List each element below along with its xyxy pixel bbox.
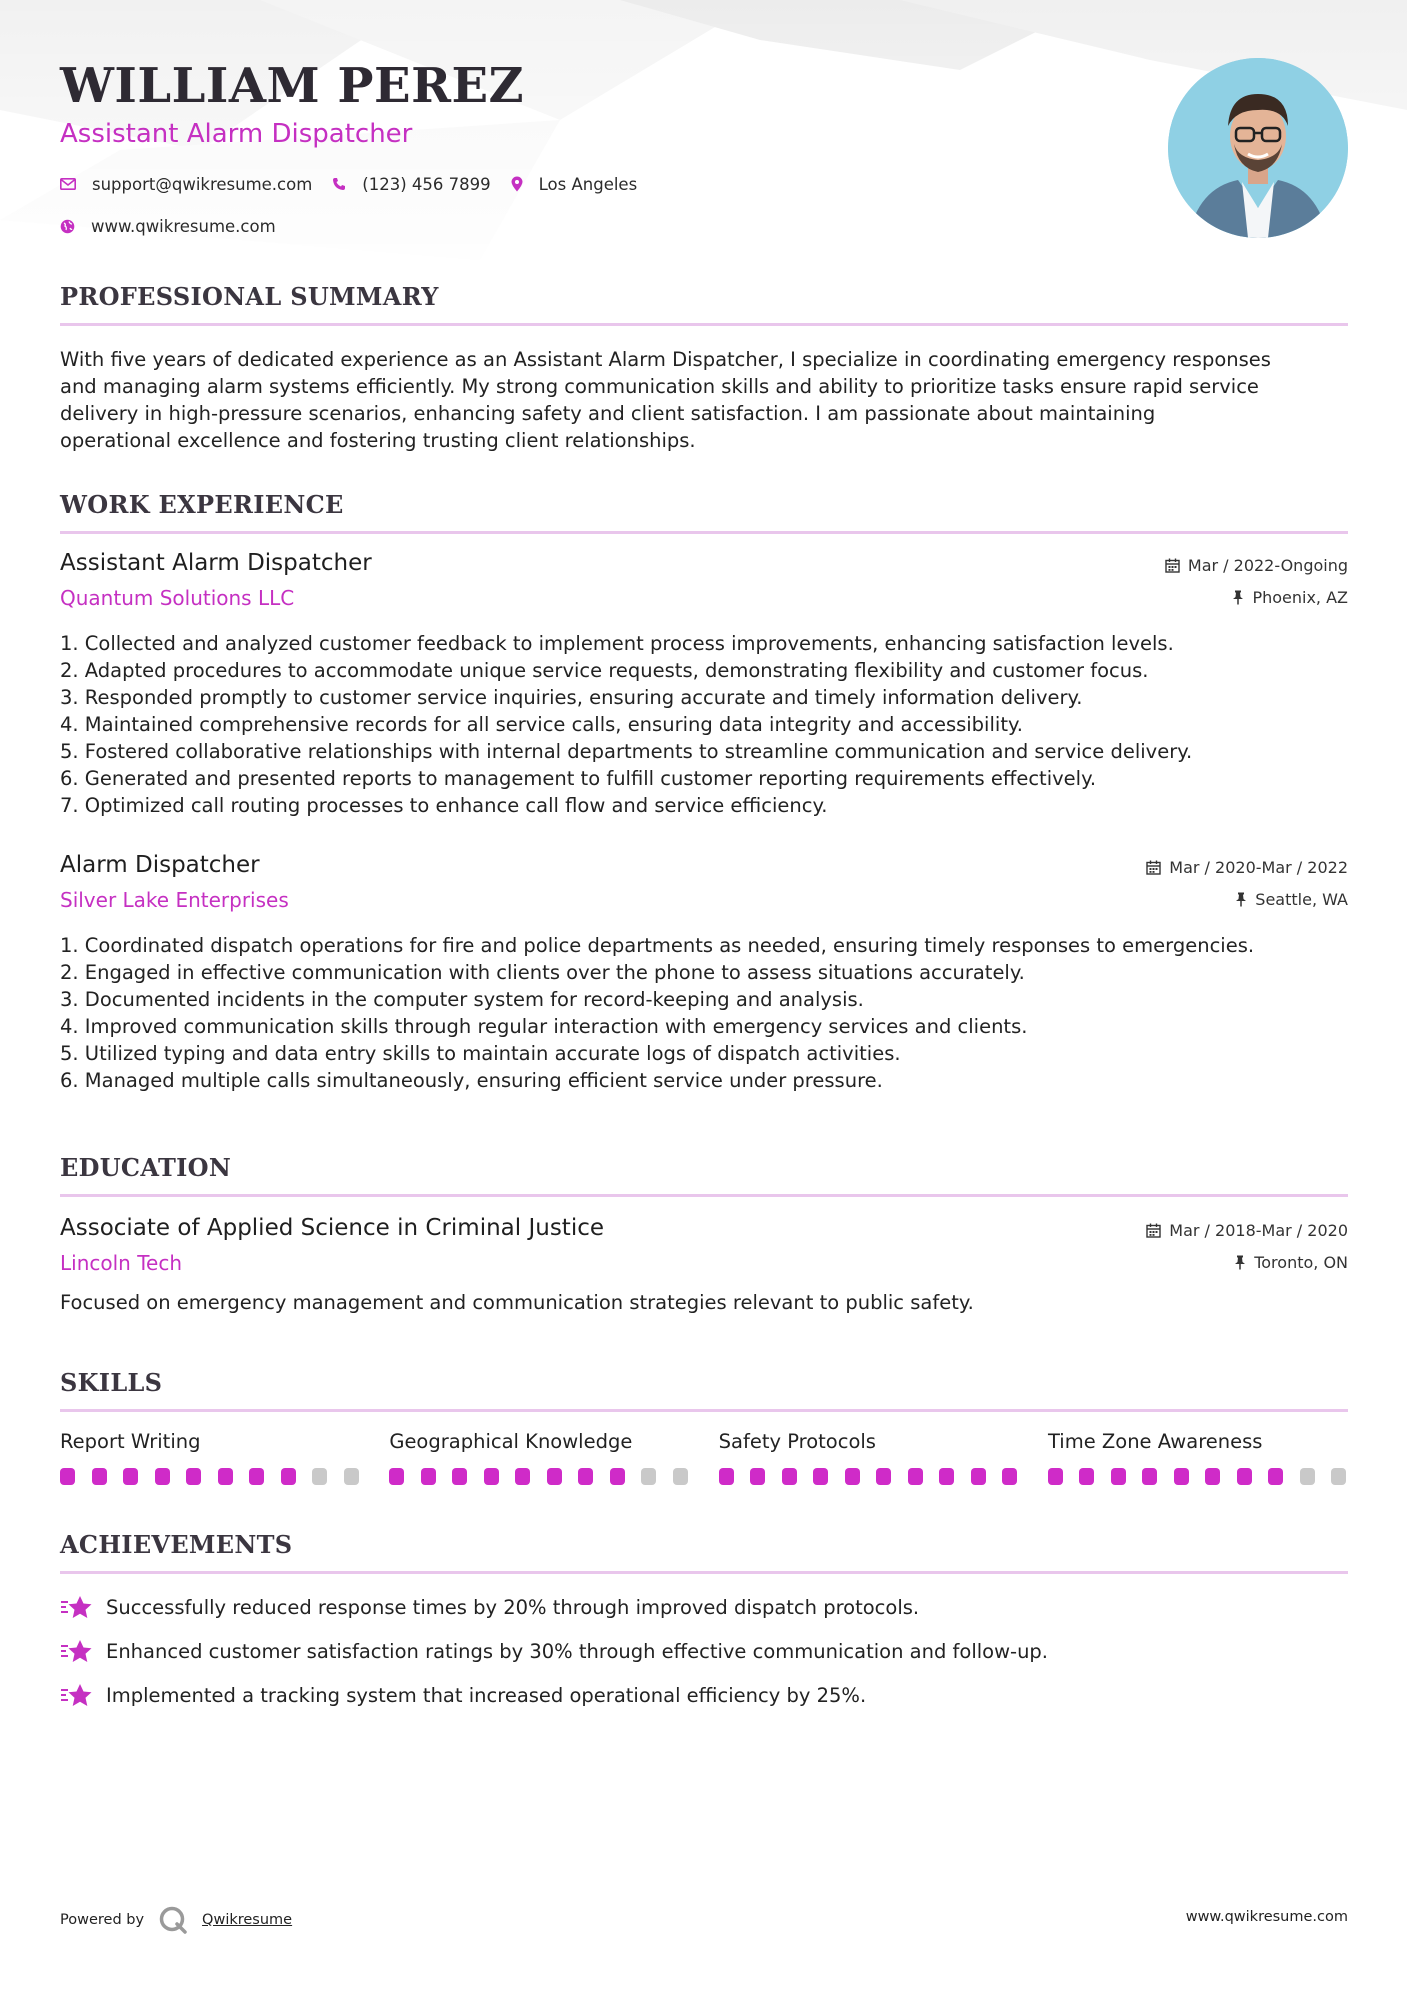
powered-by — [60, 1905, 292, 1935]
phone-text: (123) 456 7899 — [362, 174, 491, 194]
achievement-item — [60, 1673, 1348, 1717]
section-divider — [60, 1194, 1348, 1197]
achievement-text: Enhanced customer satisfaction ratings by 30% through effective communication and follow-up. — [106, 1639, 1048, 1663]
skill-dot-filled — [281, 1468, 296, 1485]
responsibility-item: 6. Managed multiple calls simultaneously, ensuring efficient service under pressure. — [60, 1069, 883, 1092]
website-text: www.qwikresume.com — [91, 216, 276, 236]
responsibility-item: 2. Adapted procedures to accommodate unique service requests, demonstrating flexibility and customer focus. — [60, 659, 1149, 682]
responsibility-item: 4. Improved communication skills through regular interaction with emergency services and clients. — [60, 1015, 1028, 1038]
skill-rating — [389, 1468, 689, 1485]
section-divider — [60, 531, 1348, 534]
skill-dot-filled — [547, 1468, 562, 1485]
pushpin-icon — [1235, 892, 1247, 907]
responsibility-item: 3. Responded promptly to customer service inquiries, ensuring accurate and timely information delivery. — [60, 686, 1083, 709]
skill-dot-filled — [971, 1468, 986, 1485]
skill-dot-filled — [389, 1468, 404, 1485]
skill-dot-filled — [1268, 1468, 1283, 1485]
achievement-text: Successfully reduced response times by 20% through improved dispatch protocols. — [106, 1595, 920, 1619]
skill-dot-empty — [673, 1468, 688, 1485]
pushpin-icon — [1234, 1255, 1246, 1270]
skill-dot-filled — [515, 1468, 530, 1485]
star-icon — [60, 1637, 94, 1665]
school-name: Lincoln Tech — [60, 1251, 182, 1275]
summary-line: delivery in high-pressure scenarios, enhancing safety and client satisfaction. I am passionate about maintaining — [60, 402, 1156, 425]
skill-dot-filled — [123, 1468, 138, 1485]
contact-website[interactable] — [60, 217, 276, 236]
email-text: support@qwikresume.com — [92, 174, 313, 194]
page-footer — [60, 1897, 1348, 1933]
job-location-text: Seattle, WA — [1255, 890, 1348, 909]
summary-line: With five years of dedicated experience as an Assistant Alarm Dispatcher, I specialize in coordinating emergency responses — [60, 348, 1271, 371]
qwikresume-logo-icon — [158, 1905, 188, 1935]
job-location — [1235, 890, 1348, 909]
skill-dot-empty — [1331, 1468, 1346, 1485]
skill-rating — [719, 1468, 1019, 1485]
degree-title: Associate of Applied Science in Criminal Justice — [60, 1215, 605, 1241]
skill-dot-filled — [249, 1468, 264, 1485]
skills-list — [60, 1430, 1348, 1485]
job-dates-text: Mar / 2020-Mar / 2022 — [1169, 858, 1348, 877]
skill-rating — [60, 1468, 360, 1485]
education-location — [1234, 1253, 1348, 1272]
skill-dot-filled — [218, 1468, 233, 1485]
achievements-section — [60, 1530, 1348, 1574]
contact-phone[interactable] — [332, 175, 490, 194]
skill-dot-filled — [1048, 1468, 1063, 1485]
skill-dot-filled — [1002, 1468, 1017, 1485]
calendar-icon — [1146, 860, 1161, 875]
section-divider — [60, 1409, 1348, 1412]
skill-dot-filled — [813, 1468, 828, 1485]
education-heading: EDUCATION — [60, 1153, 232, 1182]
pushpin-icon — [1232, 590, 1244, 605]
experience-section — [60, 490, 1348, 534]
skill-dot-empty — [1300, 1468, 1315, 1485]
skill-dot-empty — [344, 1468, 359, 1485]
achievement-text: Implemented a tracking system that increased operational efficiency by 25%. — [106, 1683, 867, 1707]
skill-item — [389, 1430, 689, 1485]
footer-url[interactable]: www.qwikresume.com — [1185, 1909, 1348, 1925]
contact-location — [511, 175, 638, 194]
skill-dot-empty — [312, 1468, 327, 1485]
skill-dot-filled — [452, 1468, 467, 1485]
experience-heading: WORK EXPERIENCE — [60, 490, 344, 519]
calendar-icon — [1165, 558, 1180, 573]
star-icon — [60, 1593, 94, 1621]
qwikresume-link[interactable]: Qwikresume — [202, 1912, 293, 1928]
education-dates — [1146, 1221, 1348, 1240]
contact-info — [60, 172, 657, 256]
job-title: Assistant Alarm Dispatcher — [60, 550, 372, 576]
achievement-item — [60, 1629, 1348, 1673]
job-title: Alarm Dispatcher — [60, 852, 260, 878]
skill-dot-filled — [750, 1468, 765, 1485]
summary-heading: PROFESSIONAL SUMMARY — [60, 282, 439, 311]
education-dates-text: Mar / 2018-Mar / 2020 — [1169, 1221, 1348, 1240]
achievements-list — [60, 1585, 1348, 1717]
skill-dot-filled — [908, 1468, 923, 1485]
envelope-icon — [60, 178, 76, 190]
star-icon — [60, 1681, 94, 1709]
skill-name: Time Zone Awareness — [1047, 1430, 1263, 1453]
contact-email[interactable] — [60, 175, 312, 194]
candidate-title: Assistant Alarm Dispatcher — [60, 119, 413, 149]
responsibility-item: 7. Optimized call routing processes to enhance call flow and service efficiency. — [60, 794, 828, 817]
section-divider — [60, 1571, 1348, 1574]
skill-item — [60, 1430, 360, 1485]
responsibility-item: 3. Documented incidents in the computer system for record-keeping and analysis. — [60, 988, 864, 1011]
responsibility-item: 1. Coordinated dispatch operations for fire and police departments as needed, ensuring timely responses to emergencies. — [60, 934, 1255, 957]
skill-dot-filled — [845, 1468, 860, 1485]
skill-name: Report Writing — [60, 1430, 201, 1453]
skill-dot-filled — [876, 1468, 891, 1485]
skill-dot-filled — [578, 1468, 593, 1485]
skill-item — [719, 1430, 1019, 1485]
calendar-icon — [1146, 1223, 1161, 1238]
education-description: Focused on emergency management and communication strategies relevant to public safety. — [60, 1291, 974, 1314]
phone-icon — [332, 177, 346, 191]
job-responsibilities — [60, 630, 1348, 819]
skill-dot-filled — [1079, 1468, 1094, 1485]
skill-dot-filled — [1142, 1468, 1157, 1485]
job-location-text: Phoenix, AZ — [1252, 588, 1348, 607]
section-divider — [60, 323, 1348, 326]
skill-dot-filled — [60, 1468, 75, 1485]
location-text: Los Angeles — [538, 174, 638, 194]
achievements-heading: ACHIEVEMENTS — [60, 1530, 293, 1559]
job-location — [1232, 588, 1348, 607]
responsibility-item: 5. Fostered collaborative relationships with internal departments to streamline communication and service delivery. — [60, 740, 1193, 763]
skill-name: Geographical Knowledge — [389, 1430, 633, 1453]
skill-dot-filled — [1174, 1468, 1189, 1485]
company-name: Silver Lake Enterprises — [60, 888, 289, 912]
skill-dot-filled — [939, 1468, 954, 1485]
responsibility-item: 6. Generated and presented reports to management to fulfill customer reporting requirements effectively. — [60, 767, 1097, 790]
globe-icon — [60, 219, 75, 234]
summary-section — [60, 282, 1348, 454]
candidate-name: WILLIAM PEREZ — [60, 58, 525, 114]
job-dates-text: Mar / 2022-Ongoing — [1187, 556, 1348, 575]
education-section — [60, 1153, 1348, 1197]
responsibility-item: 2. Engaged in effective communication with clients over the phone to assess situations accurately. — [60, 961, 1025, 984]
skill-dot-filled — [719, 1468, 734, 1485]
skills-section — [60, 1368, 1348, 1412]
education-location-text: Toronto, ON — [1254, 1253, 1348, 1272]
skill-rating — [1048, 1468, 1348, 1485]
job-dates — [1165, 556, 1348, 575]
summary-text — [60, 346, 1348, 454]
powered-by-label: Powered by — [60, 1912, 145, 1928]
job-responsibilities — [60, 932, 1348, 1094]
responsibility-item: 5. Utilized typing and data entry skills to maintain accurate logs of dispatch activities. — [60, 1042, 901, 1065]
skill-dot-filled — [1237, 1468, 1252, 1485]
job-dates — [1146, 858, 1348, 877]
company-name: Quantum Solutions LLC — [60, 586, 295, 610]
skills-heading: SKILLS — [60, 1368, 163, 1397]
map-pin-icon — [511, 176, 523, 192]
skill-dot-filled — [484, 1468, 499, 1485]
achievement-item — [60, 1585, 1348, 1629]
skill-dot-filled — [1111, 1468, 1126, 1485]
skill-item — [1048, 1430, 1348, 1485]
summary-line: operational excellence and fostering trusting client relationships. — [60, 429, 696, 452]
skill-dot-filled — [1205, 1468, 1220, 1485]
skill-dot-empty — [641, 1468, 656, 1485]
profile-photo — [1168, 58, 1348, 238]
skill-dot-filled — [155, 1468, 170, 1485]
responsibility-item: 4. Maintained comprehensive records for all service calls, ensuring data integrity and accessibility. — [60, 713, 1023, 736]
skill-dot-filled — [92, 1468, 107, 1485]
summary-line: and managing alarm systems efficiently. My strong communication skills and ability to prioritize tasks ensure rapid service — [60, 375, 1259, 398]
responsibility-item: 1. Collected and analyzed customer feedback to implement process improvements, enhancing satisfaction levels. — [60, 632, 1174, 655]
skill-name: Safety Protocols — [718, 1430, 876, 1453]
skill-dot-filled — [186, 1468, 201, 1485]
skill-dot-filled — [421, 1468, 436, 1485]
skill-dot-filled — [610, 1468, 625, 1485]
skill-dot-filled — [782, 1468, 797, 1485]
